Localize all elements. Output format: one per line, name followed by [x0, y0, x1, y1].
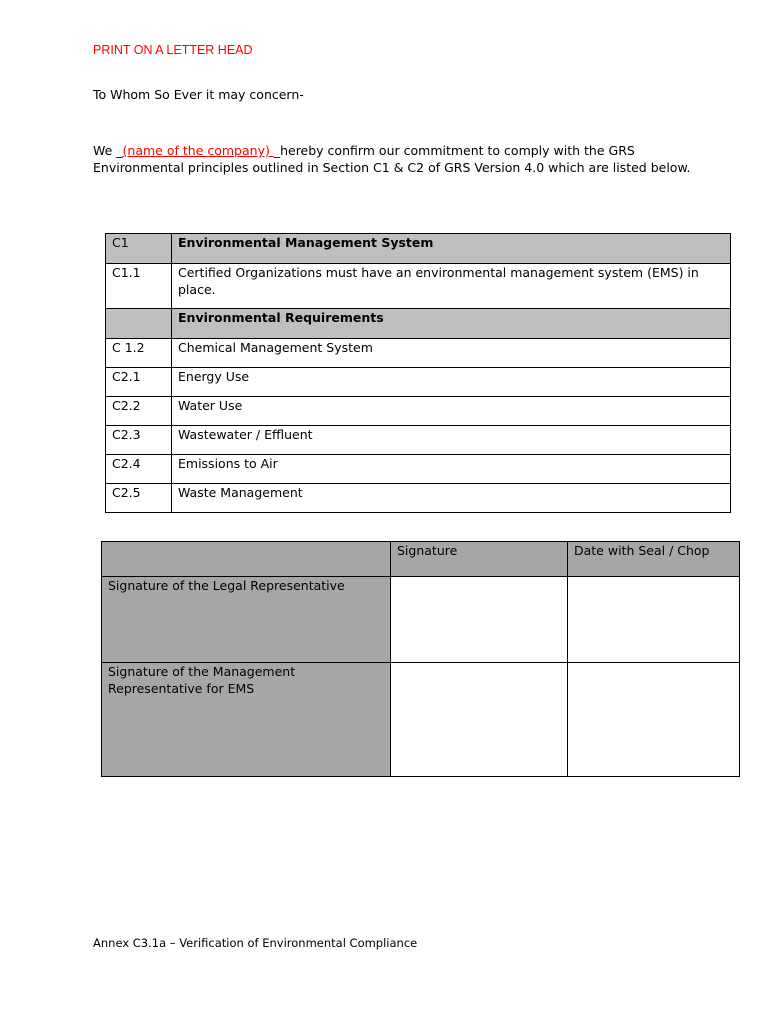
principles-row — [106, 397, 731, 426]
principle-section-title: Environmental Requirements — [172, 309, 731, 339]
date-column-header: Date with Seal / Chop — [568, 542, 740, 577]
principles-row — [106, 339, 731, 368]
principle-text: Certified Organizations must have an environmental management system (EMS) in place. — [172, 264, 731, 309]
principle-text: Waste Management — [172, 484, 731, 513]
legal-representative-signature-field[interactable] — [391, 577, 568, 663]
principle-code: C2.5 — [106, 484, 172, 513]
principles-section-row — [106, 234, 731, 264]
principles-row — [106, 484, 731, 513]
page-footer: Annex C3.1a – Verification of Environmental Compliance — [93, 936, 418, 950]
legal-representative-date-field[interactable] — [568, 577, 740, 663]
principle-text: Chemical Management System — [172, 339, 731, 368]
management-representative-signature-field[interactable] — [391, 663, 568, 777]
principles-row — [106, 264, 731, 309]
principles-row — [106, 455, 731, 484]
management-representative-label: Signature of the Management Representative for EMS — [102, 663, 391, 777]
signature-table — [101, 541, 740, 777]
principle-text: Water Use — [172, 397, 731, 426]
confirmation-prefix: We _ — [93, 143, 123, 158]
principles-row — [106, 368, 731, 397]
principle-code: C2.1 — [106, 368, 172, 397]
legal-representative-label: Signature of the Legal Representative — [102, 577, 391, 663]
principle-code: C2.4 — [106, 455, 172, 484]
principles-table — [105, 233, 731, 513]
principle-text: Energy Use — [172, 368, 731, 397]
principles-row — [106, 426, 731, 455]
principle-code: C1.1 — [106, 264, 172, 309]
letterhead-instruction: PRINT ON A LETTER HEAD — [93, 43, 253, 57]
principle-section-title: Environmental Management System — [172, 234, 731, 264]
company-name-placeholder[interactable]: (name of the company) — [122, 143, 274, 158]
principle-text: Wastewater / Effluent — [172, 426, 731, 455]
signature-row — [102, 577, 740, 663]
principle-code — [106, 309, 172, 339]
principle-text: Emissions to Air — [172, 455, 731, 484]
confirmation-paragraph — [93, 143, 693, 176]
header-blank-cell — [102, 542, 391, 577]
principle-code: C2.2 — [106, 397, 172, 426]
principle-code: C1 — [106, 234, 172, 264]
principles-section-row — [106, 309, 731, 339]
management-representative-date-field[interactable] — [568, 663, 740, 777]
confirmation-suffix: _hereby confirm our commitment to comply with the GRS Environmental principles outlined in Section C1 & C2 of GRS Version 4.0 which are listed below. — [93, 143, 691, 175]
signature-column-header: Signature — [391, 542, 568, 577]
principle-code: C2.3 — [106, 426, 172, 455]
signature-table-header — [102, 542, 740, 577]
principle-code: C 1.2 — [106, 339, 172, 368]
signature-row — [102, 663, 740, 777]
salutation: To Whom So Ever it may concern- — [93, 87, 304, 102]
